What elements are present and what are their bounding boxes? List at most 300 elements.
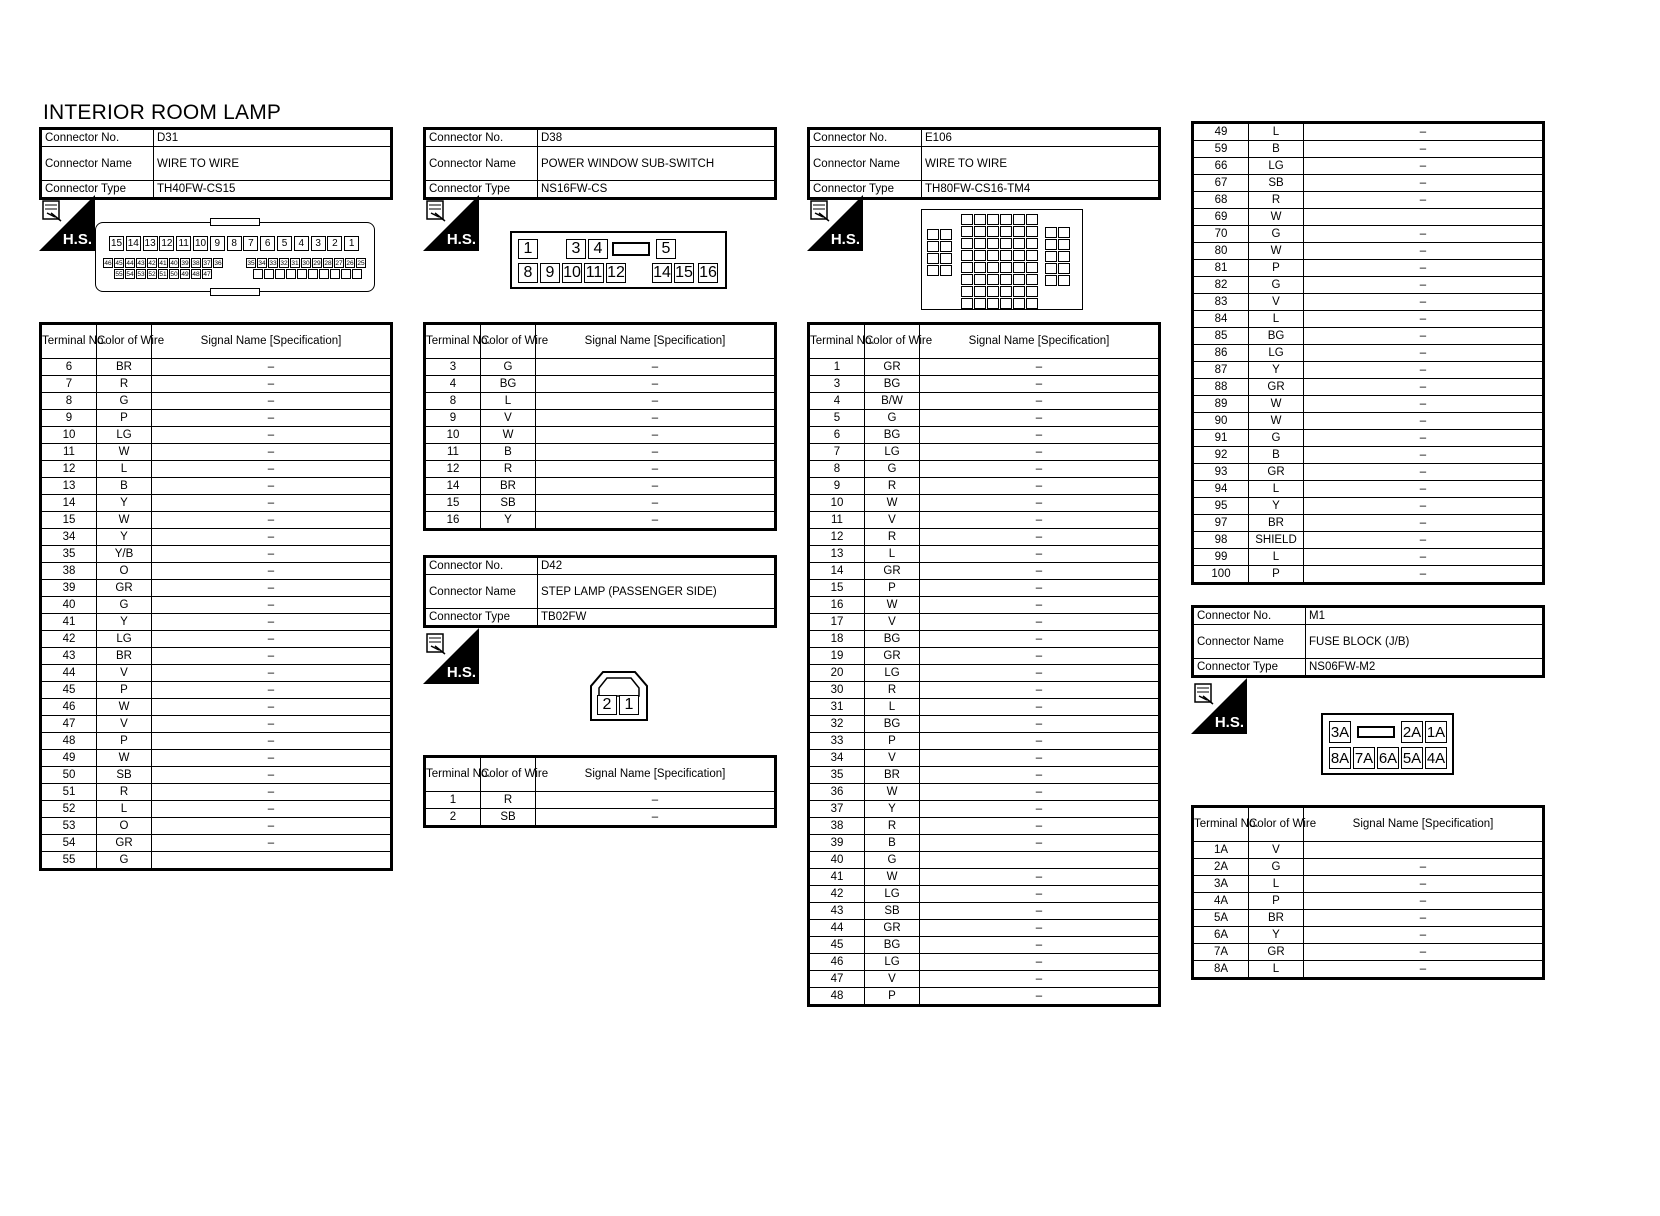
terminal-no-cell: 84 (1193, 311, 1249, 328)
connector-pin (1045, 275, 1057, 286)
connector-pin (961, 298, 973, 309)
signal-name-cell: – (152, 665, 392, 682)
terminal-no-cell: 1 (809, 359, 865, 376)
wire-color-cell: W (97, 750, 152, 767)
table-row (41, 376, 392, 393)
wire-color-cell: G (865, 852, 920, 869)
connector-type-label: Connector Type (1193, 659, 1306, 677)
wire-color-cell: G (97, 597, 152, 614)
connector-pin: 48 (192, 270, 200, 278)
terminal-no-cell: 46 (809, 954, 865, 971)
terminal-no-cell: 95 (1193, 498, 1249, 515)
table-row (809, 920, 1160, 937)
connector-pin (1013, 226, 1025, 237)
connector-pin (1058, 227, 1070, 238)
connector-pin: 49 (181, 270, 189, 278)
table-row (1193, 192, 1544, 209)
terminal-no-cell: 11 (425, 444, 481, 461)
signal-name-cell: – (920, 597, 1160, 614)
connector-pin: 50 (170, 270, 178, 278)
terminal-no-cell: 9 (809, 478, 865, 495)
terminal-no-cell: 45 (41, 682, 97, 699)
connector-pin (1026, 214, 1038, 225)
terminal-no-cell: 85 (1193, 328, 1249, 345)
connector-pin (1045, 263, 1057, 274)
terminal-no-cell: 7A (1193, 944, 1249, 961)
signal-name-cell: – (920, 818, 1160, 835)
wire-color-cell: BR (1249, 910, 1304, 927)
wire-color-cell: G (865, 410, 920, 427)
terminal-no-cell: 50 (41, 767, 97, 784)
connector-m1-block (1191, 605, 1545, 678)
wire-color-cell: LG (97, 427, 152, 444)
signal-name-cell: – (1304, 175, 1544, 192)
table-row (1193, 260, 1544, 277)
terminal-no-cell: 87 (1193, 362, 1249, 379)
signal-name-cell: – (920, 971, 1160, 988)
wire-color-cell: GR (1249, 944, 1304, 961)
signal-name-cell: – (152, 512, 392, 529)
table-row (809, 937, 1160, 954)
connector-pin: 7 (243, 236, 258, 251)
terminal-no-cell: 12 (809, 529, 865, 546)
table-row (41, 597, 392, 614)
table-row (1193, 175, 1544, 192)
connector-no-label: Connector No. (809, 129, 922, 147)
connector-pin: 52 (148, 270, 156, 278)
connector-e106-diagram (921, 209, 1083, 310)
terminal-no-cell: 14 (809, 563, 865, 580)
wire-color-cell: B (865, 835, 920, 852)
table-row (809, 699, 1160, 716)
table-row (1193, 910, 1544, 927)
terminal-no-cell: 53 (41, 818, 97, 835)
terminal-no-cell: 9 (425, 410, 481, 427)
signal-name-cell (1304, 209, 1544, 226)
connector-pin: 4 (588, 239, 608, 259)
signal-name-cell: – (152, 444, 392, 461)
terminal-no-cell: 1A (1193, 842, 1249, 859)
table-row (1193, 277, 1544, 294)
connector-pin (940, 241, 952, 252)
terminal-no-cell: 81 (1193, 260, 1249, 277)
connector-pin (961, 274, 973, 285)
terminal-no-cell: 10 (425, 427, 481, 444)
table-row (41, 478, 392, 495)
table-row (809, 529, 1160, 546)
signal-name-cell: – (920, 529, 1160, 546)
terminal-no-cell: 5 (809, 410, 865, 427)
terminal-no-cell: 33 (809, 733, 865, 750)
signal-name-cell: – (1304, 379, 1544, 396)
wire-color-cell: L (97, 461, 152, 478)
terminal-no-cell: 97 (1193, 515, 1249, 532)
connector-pin: 37 (203, 259, 211, 267)
connector-pin (987, 214, 999, 225)
wire-color-cell: L (481, 393, 536, 410)
terminal-no-cell: 83 (1193, 294, 1249, 311)
connector-d38-block (423, 127, 777, 200)
connector-pin: 12 (607, 264, 625, 281)
table-row (1193, 345, 1544, 362)
terminal-table-d31 (39, 322, 393, 871)
connector-pin: 15 (675, 264, 693, 281)
connector-pin: 32 (280, 259, 288, 267)
wire-color-cell: W (97, 699, 152, 716)
table-row (41, 359, 392, 376)
connector-pin: 5A (1401, 747, 1423, 769)
connector-pin: 6A (1377, 747, 1399, 769)
signal-name-cell: – (920, 512, 1160, 529)
terminal-no-cell: 39 (809, 835, 865, 852)
connector-pin (1000, 262, 1012, 273)
terminal-no-cell: 67 (1193, 175, 1249, 192)
connector-pin (1013, 250, 1025, 261)
wire-color-cell: L (97, 801, 152, 818)
hs-label: H.S. (1214, 714, 1244, 731)
connector-pin (961, 286, 973, 297)
connector-pin: 1 (619, 695, 639, 715)
terminal-no-header: Terminal No. (809, 324, 865, 359)
terminal-no-cell: 18 (809, 631, 865, 648)
connector-name-value: STEP LAMP (PASSENGER SIDE) (538, 575, 776, 609)
terminal-no-cell: 38 (809, 818, 865, 835)
connector-pin (927, 265, 939, 276)
signal-name-cell: – (920, 478, 1160, 495)
terminal-no-cell: 66 (1193, 158, 1249, 175)
connector-pin (1013, 286, 1025, 297)
wire-color-cell: L (1249, 876, 1304, 893)
connector-pin (961, 250, 973, 261)
table-row (809, 954, 1160, 971)
signal-name-cell: – (1304, 464, 1544, 481)
connector-d42-diagram (589, 670, 649, 722)
wire-color-cell: Y (1249, 927, 1304, 944)
signal-name-cell (152, 852, 392, 870)
terminal-no-cell: 41 (809, 869, 865, 886)
table-row (41, 665, 392, 682)
terminal-no-cell: 13 (41, 478, 97, 495)
wire-color-cell: L (865, 699, 920, 716)
signal-name-cell: – (152, 393, 392, 410)
connector-pin (1013, 262, 1025, 273)
terminal-no-cell: 15 (809, 580, 865, 597)
signal-name-cell: – (1304, 566, 1544, 584)
wire-color-cell: SB (1249, 175, 1304, 192)
table-row (1193, 362, 1544, 379)
connector-pin (974, 238, 986, 249)
connector-pin: 8 (518, 263, 538, 283)
signal-name-cell: – (152, 835, 392, 852)
connector-name-label: Connector Name (41, 147, 154, 181)
connector-pin: 3 (566, 239, 586, 259)
signal-name-cell: – (536, 410, 776, 427)
wire-color-cell: LG (865, 665, 920, 682)
connector-pin: 34 (258, 259, 266, 267)
connector-pin: 27 (335, 259, 343, 267)
table-row (809, 393, 1160, 410)
wire-color-cell: LG (865, 444, 920, 461)
hs-harness-side-icon (423, 628, 479, 684)
connector-pin: 44 (126, 259, 134, 267)
signal-name-cell: – (920, 495, 1160, 512)
wire-color-cell: GR (865, 563, 920, 580)
terminal-no-cell: 93 (1193, 464, 1249, 481)
wire-color-cell: LG (865, 886, 920, 903)
table-row (809, 631, 1160, 648)
wire-color-cell: V (1249, 842, 1304, 859)
signal-name-cell: – (920, 427, 1160, 444)
connector-pin (308, 269, 318, 279)
signal-name-cell: – (536, 393, 776, 410)
terminal-no-header: Terminal No. (425, 324, 481, 359)
signal-name-cell: – (152, 359, 392, 376)
wire-color-cell: GR (865, 359, 920, 376)
table-row (1193, 413, 1544, 430)
hs-harness-side-icon (1191, 678, 1247, 734)
signal-name-cell: – (536, 461, 776, 478)
connector-pin (1013, 274, 1025, 285)
signal-name-cell: – (152, 767, 392, 784)
connector-latch-bottom (210, 288, 260, 296)
terminal-no-cell: 40 (809, 852, 865, 869)
connector-pin (1026, 298, 1038, 309)
wire-color-cell: B/W (865, 393, 920, 410)
wire-color-cell: O (97, 563, 152, 580)
terminal-no-header: Terminal No. (425, 757, 481, 792)
connector-pin (253, 269, 263, 279)
terminal-table-m1 (1191, 805, 1545, 980)
signal-name-cell: – (1304, 498, 1544, 515)
wire-color-cell: BG (865, 376, 920, 393)
signal-name-cell: – (920, 903, 1160, 920)
terminal-no-cell: 94 (1193, 481, 1249, 498)
wire-color-cell: Y (481, 512, 536, 530)
table-row (1193, 549, 1544, 566)
wire-color-cell: BR (97, 359, 152, 376)
table-row (41, 444, 392, 461)
connector-pin: 4 (294, 236, 309, 251)
connector-pin (987, 298, 999, 309)
wire-color-cell: R (97, 376, 152, 393)
terminal-no-cell: 10 (809, 495, 865, 512)
connector-pin: 31 (291, 259, 299, 267)
connector-pin: 14 (127, 238, 139, 249)
signal-name-cell: – (920, 444, 1160, 461)
signal-name-cell: – (152, 699, 392, 716)
signal-name-cell: – (1304, 481, 1544, 498)
terminal-no-cell: 8 (41, 393, 97, 410)
terminal-no-cell: 37 (809, 801, 865, 818)
connector-pin: 33 (269, 259, 277, 267)
table-row (425, 376, 776, 393)
connector-no-value: D42 (538, 557, 776, 575)
connector-pin (1045, 239, 1057, 250)
signal-name-cell: – (920, 937, 1160, 954)
connector-d38-diagram (510, 231, 727, 289)
table-row (1193, 328, 1544, 345)
signal-name-cell: – (920, 699, 1160, 716)
signal-name-cell: – (1304, 396, 1544, 413)
connector-pin: 2A (1401, 721, 1423, 743)
table-row (41, 852, 392, 870)
terminal-no-cell: 6A (1193, 927, 1249, 944)
wire-color-cell: R (865, 682, 920, 699)
wire-color-cell: BR (865, 767, 920, 784)
connector-pin (1058, 251, 1070, 262)
connector-pin (987, 226, 999, 237)
signal-name-cell (920, 852, 1160, 869)
signal-name-cell: – (1304, 277, 1544, 294)
signal-name-cell: – (152, 614, 392, 631)
connector-key-slot (1357, 726, 1395, 738)
table-row (425, 495, 776, 512)
table-row (809, 716, 1160, 733)
wire-color-cell: V (481, 410, 536, 427)
connector-no-value: M1 (1306, 607, 1544, 625)
connector-pin: 8A (1329, 747, 1351, 769)
connector-info-table (39, 127, 393, 200)
terminal-no-cell: 2 (425, 809, 481, 827)
connector-name-label: Connector Name (809, 147, 922, 181)
signal-name-cell: – (920, 920, 1160, 937)
connector-pin (927, 229, 939, 240)
table-row (41, 801, 392, 818)
table-row (809, 546, 1160, 563)
table-row (425, 444, 776, 461)
table-row (1193, 893, 1544, 910)
table-row (1193, 515, 1544, 532)
signal-name-cell: – (152, 563, 392, 580)
connector-no-label: Connector No. (1193, 607, 1306, 625)
connector-pin: 5 (277, 236, 292, 251)
terminal-no-cell: 31 (809, 699, 865, 716)
table-row (809, 767, 1160, 784)
connector-no-value: E106 (922, 129, 1160, 147)
terminal-no-cell: 36 (809, 784, 865, 801)
signal-name-cell: – (920, 376, 1160, 393)
table-row (1193, 464, 1544, 481)
signal-name-cell: – (1304, 243, 1544, 260)
terminal-no-cell: 42 (809, 886, 865, 903)
table-row (1193, 481, 1544, 498)
terminal-no-cell: 2A (1193, 859, 1249, 876)
signal-name-cell: – (920, 801, 1160, 818)
table-row (41, 835, 392, 852)
wire-color-cell: BG (865, 937, 920, 954)
wire-color-cell: GR (1249, 379, 1304, 396)
signal-name-cell: – (1304, 226, 1544, 243)
wire-color-cell: Y (97, 529, 152, 546)
wire-color-cell: R (865, 529, 920, 546)
signal-name-cell: – (920, 682, 1160, 699)
signal-name-cell: – (920, 750, 1160, 767)
connector-pin (940, 253, 952, 264)
table-row (41, 393, 392, 410)
connector-pin: 2 (327, 236, 342, 251)
signal-name-cell: – (152, 818, 392, 835)
table-row (809, 682, 1160, 699)
terminal-no-cell: 39 (41, 580, 97, 597)
wire-color-cell: BR (1249, 515, 1304, 532)
terminal-no-cell: 15 (425, 495, 481, 512)
wire-color-cell: R (865, 478, 920, 495)
table-row (1193, 209, 1544, 226)
connector-pin (974, 262, 986, 273)
connector-pin: 47 (203, 270, 211, 278)
signal-name-cell: – (920, 359, 1160, 376)
wire-color-cell: W (865, 495, 920, 512)
connector-pin: 6 (260, 236, 275, 251)
connector-type-value: NS16FW-CS (538, 181, 776, 199)
table-row (809, 427, 1160, 444)
wire-color-cell: L (865, 546, 920, 563)
connector-pin: 43 (137, 259, 145, 267)
wire-color-cell: SB (481, 809, 536, 827)
wire-color-cell: V (865, 750, 920, 767)
signal-name-cell: – (1304, 447, 1544, 464)
connector-info-table (423, 555, 777, 628)
signal-name-cell: – (920, 648, 1160, 665)
table-row (809, 869, 1160, 886)
connector-type-label: Connector Type (425, 609, 538, 627)
connector-pin: 13 (144, 238, 156, 249)
wire-color-cell: G (1249, 430, 1304, 447)
table-row (41, 699, 392, 716)
terminal-no-cell: 52 (41, 801, 97, 818)
connector-pin (1000, 298, 1012, 309)
terminal-no-cell: 92 (1193, 447, 1249, 464)
terminal-no-cell: 89 (1193, 396, 1249, 413)
signal-name-cell: – (920, 988, 1160, 1006)
terminal-no-cell: 14 (425, 478, 481, 495)
connector-d42-block (423, 555, 777, 628)
connector-pin (352, 269, 362, 279)
wire-color-cell: W (97, 512, 152, 529)
connector-pin: 28 (324, 259, 332, 267)
table-row (809, 988, 1160, 1006)
connector-pin: 1 (518, 239, 538, 259)
connector-e106-block (807, 127, 1161, 200)
wire-color-cell: V (865, 512, 920, 529)
connector-pin (1013, 238, 1025, 249)
terminal-no-header: Terminal No. (1193, 807, 1249, 842)
wire-color-cell: Y/B (97, 546, 152, 563)
terminal-no-cell: 4A (1193, 893, 1249, 910)
table-row (809, 750, 1160, 767)
signal-name-cell: – (536, 376, 776, 393)
wire-color-cell: Y (97, 495, 152, 512)
terminal-no-cell: 14 (41, 495, 97, 512)
table-row (1193, 876, 1544, 893)
terminal-table-d42 (423, 755, 777, 828)
terminal-no-cell: 16 (425, 512, 481, 530)
connector-latch-top (210, 218, 260, 226)
table-row (41, 733, 392, 750)
connector-type-value: NS06FW-M2 (1306, 659, 1544, 677)
terminal-no-cell: 35 (41, 546, 97, 563)
connector-pin (987, 274, 999, 285)
terminal-no-cell: 40 (41, 597, 97, 614)
wire-color-cell: W (1249, 396, 1304, 413)
wire-color-cell: W (1249, 413, 1304, 430)
wire-color-cell: BG (865, 631, 920, 648)
signal-name-cell: – (920, 954, 1160, 971)
hs-harness-side-icon (39, 195, 95, 251)
connector-no-value: D38 (538, 129, 776, 147)
connector-type-label: Connector Type (41, 181, 154, 199)
connector-pin: 14 (653, 264, 671, 281)
